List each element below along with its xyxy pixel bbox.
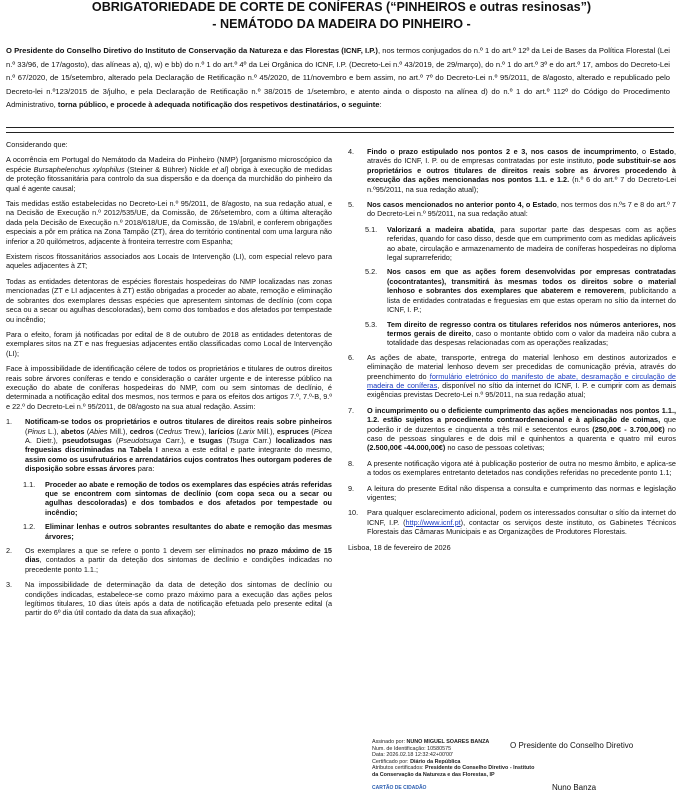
- list-item-2: 2. Os exemplares a que se refere o ponto 1 devem ser eliminados no prazo máximo de 15 dias, contados a partir da deteção dos sintomas de declínio e condições indicadas no precedente ponto 1.1.;: [6, 546, 332, 574]
- divider-bottom: [6, 132, 674, 133]
- list-item-3: 3. Na impossibilidade de determinação da data de deteção dos sintomas de declínio ou condições indicadas, estabelece-se como prazo máximo para a execução das ações pelos legítimos titulares, 10 dias úteis após a data de notificação efetuada pelo presente edital (a partir do 6º dia útil contado da data da sua afixação);: [6, 580, 332, 618]
- document-title-line1: OBRIGATORIEDADE DE CORTE DE CONÍFERAS (“PINHEIROS e outras resinosas”): [91, 0, 592, 14]
- list-item-5: 5. Nos casos mencionados no anterior ponto 4, o Estado, nos termos dos n.ºs 7 e 8 do art.º 7 do Decreto-Lei n.º 95/2011, na sua redação atual:: [348, 200, 676, 219]
- list-item-5-1: 5.1. Valorizará a madeira abatida, para suportar parte das despesas com as ações referidas, quando for caso disso, desde que em cumprimento com as medidas aplicáveis ao abate, circulação e armazenamento de madeira de coníferas hospedeiras no diploma legal suprarreferido;: [365, 224, 677, 263]
- intro-paragraph: O Presidente do Conselho Diretivo do Instituto de Conservação da Natureza e das Florestas (ICNF, I.P.), nos termos conjugados do n.º 1 do art.º 12º da Lei de Bases da Política Florestal (Lei n.º 33/96, de 17/agosto), das alíneas a), q), w) e bb) do n.º 1 do art.º 4º da Lei Orgânica do ICNF, I.P. (Decreto-Lei n.º 43/2019, de 29/março), do n.º 1 do art.º 3º e do art.º 17, ambos do Decreto-Lei n.º 67/2020, de 15/setembro, alterado pela Declaração de Retificação n.º 45/2020, de 11/novembro e bem assim, no art.º 7º do Decreto-Lei n.º 95/2011, de 8/agosto, alterado e republicado pelo Decreto-lei n.º123/2015 de 3/julho, e pela Declaração de Retificação n.º 38/2015 de 1/setembro, e atento ainda o disposto na alínea d) do n.º 1 do art.º 112º do Código do Procedimento Administrativo, torna público, e procede à adequada notificação dos respetivos destinatários, o seguinte:: [6, 46, 670, 110]
- considerando-p3: Existem riscos fitossanitários associados aos Locais de Intervenção (LI), com especial relevo para aqueles adjacentes à ZT;: [6, 252, 332, 271]
- intro-lead: O Presidente do Conselho Diretivo do Instituto de Conservação da Natureza e das Florestas (ICNF, I.P.): [6, 46, 378, 55]
- manifesto-form-link[interactable]: formulário eletrónico do manifesto de abate, desramação e circulação de madeira de coníferas: [367, 371, 676, 390]
- considerando-p2: Tais medidas estão estabelecidas no Decreto-Lei n.º 95/2011, de 8/agosto, na sua redação atual, e na Decisão de Execução n.º 2012/535/UE, da Comissão, de 26/setembro, com a última alteração dada pela Decisão de Execução n.º 2018/618/UE, da Comissão, de 19/abril, e conferem obrigações especiais a pôr em prática na Zona Tampão (ZT), área do território continental com uma largura não inferior a 20 quilómetros, adjacente à fronteira terrestre com Espanha;: [6, 199, 332, 246]
- intro-text: , nos termos conjugados do n.º 1 do art.º 12º da Lei de Bases da Política Florestal (Lei n.º 33/96, de 17/agosto), das alíneas a), q), w) e bb) do n.º 1 do art.º 4º da Lei Orgânica do ICNF, I.P. (Decreto-Lei n.º 43/2019, de 29/março), do n.º 1 do art.º 3º e do art.º 17, ambos do Decreto-Lei n.º 67/2020, de 15/setembro, alterado pela Declaração de Retificação n.º 45/2020, de 11/novembro e bem assim, no art.º 7º do Decreto-Lei n.º 95/2011, de 8/agosto, alterado e republicado pelo Decreto-lei n.º123/2015 de 3/julho, e pela Declaração de Retificação n.º 38/2015 de 1/setembro, e atento ainda o disposto na alínea d) do n.º 1 do art.º 112º do Código do Procedimento Administrativo,: [6, 46, 670, 110]
- considerando-p4: Todas as entidades detentoras de espécies florestais hospedeiras do NMP localizadas nas zonas mencionadas (ZT e LI adjacentes à ZT) estão obrigadas a proceder ao abate, remoção e eliminação de sobrantes dos exemplares dessas espécies que apresentem sintomas de declínio (com copa seca ou a secar ou agulhas descoloradas), bem como dos tombados e dos afetados por tempestade ou incêndio;: [6, 276, 332, 324]
- list-item-7: 7. O incumprimento ou o deficiente cumprimento das ações mencionadas nos pontos 1.1., 1.2. estão sujeitos a procedimento contraordenacional e à aplicação de coimas, que poderão ir de duzentos e cinquenta a três mil e setecentos euros (250,00€ - 3.700,00€) no caso de pessoas singulares e de dois mil e quinhentos a quarenta e quatro mil euros (2.500,00€ -44.000,00€) no caso de pessoas coletivas;: [348, 405, 677, 453]
- intro-bold-tail: torna público, e procede à adequada notificação dos respetivos destinatários, o seguinte: [57, 100, 380, 110]
- list-item-8: 8. A presente notificação vigora até à publicação posterior de outra no mesmo âmbito, e aplica-se a todos os exemplares entretanto detetados nas condições referidas no precedente ponto 1.1;: [348, 458, 676, 478]
- list-item-4: 4. Findo o prazo estipulado nos pontos 2 e 3, nos casos de incumprimento, o Estado, através do ICNF, I. P. ou de empresas contratadas por este instituto, pode substituir-se aos proprietários e outros titulares de direitos reais sobre as árvores procedendo à execução das ações mencionadas nos pontos 1.1. e 1.2. (n.º 6 do art.º 7 do Decreto-Lei n.º95/2011, na sua redação atual);: [348, 147, 676, 194]
- right-column: [348, 147, 676, 552]
- list-item-1-1: 1.1. Proceder ao abate e remoção de todos os exemplares das espécies atrás referidas que se encontrem com sintomas de declínio (com copa seca ou a secar ou agulhas descoloradas) e dos tombados e dos afetados por tempestade ou incêndio;: [23, 479, 332, 517]
- considerando-p1: A ocorrência em Portugal do Nemátodo da Madeira do Pinheiro (NMP) [organismo microscópico da espécie Bursaphelenchus xylophilus (Steiner & Bührer) Nickle et al] obriga à execução de medidas de proteção fitossanitária para controlo da sua dispersão e da doença da murchidão do pinheiro da qual é agente causal;: [6, 155, 332, 193]
- list-item-5-3: 5.3. Tem direito de regresso contra os titulares referidos nos números anteriores, nos termos gerais de direito, caso o montante obtido com o valor da madeira não cubra a totalidade das despesas relacionadas com as operações realizadas;: [365, 319, 676, 348]
- list-item-9: 9. A leitura do presente Edital não dispensa a consulta e cumprimento das normas e legislação vigentes;: [348, 483, 676, 502]
- considerando-heading: Considerando que:: [6, 140, 68, 149]
- list-item-10: 10. Para qualquer esclarecimento adicional, podem os interessados consultar o sítio da internet do ICNF, I.P. (http://www.icnf.pt), contactar os serviços deste instituto, os Gabinetes Técnicos Florestais das Câmaras Municipais e as Organizações de Produtores Florestais.: [348, 508, 676, 537]
- cartao-cidadao-logo: CARTÃO DE CIDADÃO: [372, 785, 427, 791]
- considerando-p5: Para o efeito, foram já notificadas por edital de 8 de outubro de 2018 as entidades detentoras de exemplares sitos na ZT e nas freguesias adjacentes então classificadas como Local de Intervenção (LI);: [6, 329, 332, 358]
- list-item-5-2: 5.2. Nos casos em que as ações forem desenvolvidas por empresas contratadas (cocontratantes), transmitirá às mesmas todos os direitos sobre o material lenhoso e sobrantes dos exemplares que abaterem e removerem, publicitando a lista de entidades contratadas e freguesias em que estas operam no sítio da internet do ICNF, I. P.;: [365, 267, 676, 315]
- left-column: [6, 140, 332, 624]
- document-date: Lisboa, 18 de fevereiro de 2026: [348, 542, 451, 552]
- list-item-1-2: 1.2. Eliminar lenhas e outros sobrantes resultantes do abate e remoção das mesmas árvores;: [23, 522, 332, 541]
- signatory-name: Nuno Banza: [552, 783, 597, 792]
- digital-signature-stamp: Assinado por: NUNO MIGUEL SOARES BANZA Num. de Identificação: 10580575 Data: 2026.02.18 12:32:42+00'00' Certificado por: Diário da República Atributos certificados: Presidente do Conselho Diretivo - Instituto da Conservação da Natureza e das Florestas, IP: [372, 739, 535, 778]
- considerando-p6: Face à impossibilidade de identificação célere de todos os proprietários e titulares de outros direitos reais sobre árvores coníferas e tendo e consideração o caráter urgente e de interesse público na execução do abate de coníferas hospedeiras do NMP, com ou sem sintomas de declínio, é determinada a notificação edital dos mesmos, nos termos e para os efeitos dos artigos 7.º, 7.º-B, 9.º e 22.º do Decreto-Lei n.º 95/2011, de 08/agosto na sua atual redação. Assim:: [6, 364, 332, 411]
- list-item-1: 1. Notificam-se todos os proprietários e outros titulares de direitos reais sobre pinheiros (Pinus L.), abetos (Abies Mill.), cedros (Cedrus Trew.), larícios (Larix Mill.), espruces (Picea A. Dietr.), pseudotsugas (Pseudotsuga Carr.), e tsugas (Tsuga Carr.) localizados nas freguesias discriminadas na Tabela I anexa a este edital e parte integrante do mesmo, assim como os usufrutuários e arrendatários cujos contratos lhes outorgam poderes de disposição sobre essas árvores para:: [6, 417, 333, 474]
- list-item-6: 6. As ações de abate, transporte, entrega do material lenhoso em destinos autorizados e eliminação de material lenhoso devem ser precedidas de comunicação prévia, através do preenchimento do formulário eletrónico do manifesto de abate, desramação e circulação de madeira de coníferas, disponível no sítio da internet do ICNF, I. P. e cumprir com as demais exigências previstas Decreto-Lei n.º 95/2011, na sua redação atual;: [348, 352, 676, 400]
- signatory-role: O Presidente do Conselho Diretivo: [510, 741, 634, 750]
- divider-top: [6, 127, 674, 128]
- icnf-website-link[interactable]: http://www.icnf.pt: [405, 517, 461, 527]
- document-title-line2: - NEMÁTODO DA MADEIRA DO PINHEIRO -: [212, 17, 471, 31]
